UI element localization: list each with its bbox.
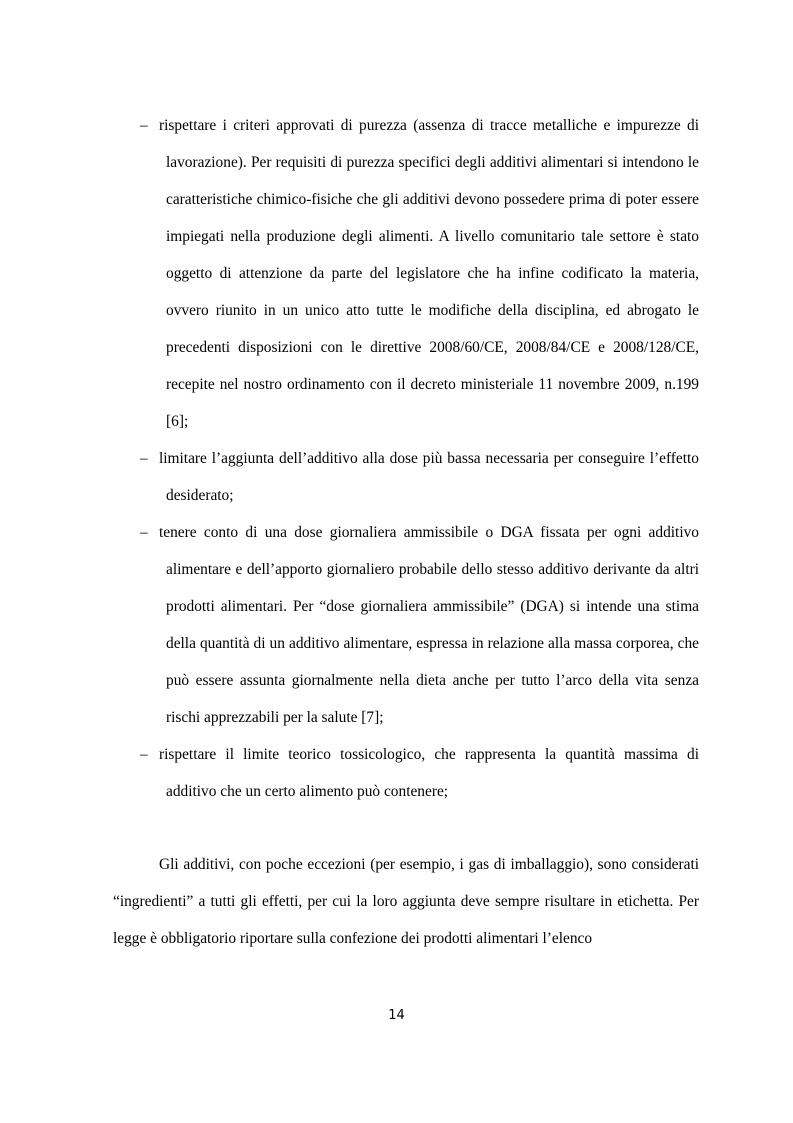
list-item [113, 736, 699, 810]
bullet-dash: – [140, 450, 148, 467]
bullet-dash: – [140, 117, 148, 134]
page-number: 14 [388, 1008, 405, 1023]
bullet-dash: – [140, 524, 148, 541]
list-item-text: rispettare il limite teorico tossicologico, che rappresenta la quantità massima di additivo che un certo alimento può contenere; [159, 746, 699, 800]
list-item [113, 440, 699, 514]
body-text [113, 107, 699, 957]
body-paragraph: Gli additivi, con poche eccezioni (per esempio, i gas di imballaggio), sono considerati “ingredienti” a tutti gli effetti, per cui la loro aggiunta deve sempre risultare in etichetta. Per legge è obbligatorio riportare sulla confezione dei prodotti alimentari l’elenco [113, 856, 699, 947]
bullet-dash: – [140, 746, 148, 763]
list-item-text: rispettare i criteri approvati di purezza (assenza di tracce metalliche e impurezze di lavorazione). Per requisiti di purezza specifici degli additivi alimentari si intendono le caratteristiche chimico-fisiche che gli additivi devono possedere prima di poter essere impiegati nella produzione degli alimenti. A livello comunitario tale settore è stato oggetto di attenzione da parte del legislatore che ha infine codificato la materia, ovvero riunito in un unico atto tutte le modifiche della disciplina, ed abrogato le precedenti disposizioni con le direttive 2008/60/CE, 2008/84/CE e 2008/128/CE, recepite nel nostro ordinamento con il decreto ministeriale 11 novembre 2009, n.199 [6]; [159, 117, 699, 430]
list-item [113, 514, 699, 736]
list-item-text: limitare l’aggiunta dell’additivo alla dose più bassa necessaria per conseguire l’effetto desiderato; [159, 450, 699, 504]
list-item [113, 107, 699, 440]
list-item-text: tenere conto di una dose giornaliera ammissibile o DGA fissata per ogni additivo alimentare e dell’apporto giornaliero probabile dello stesso additivo derivante da altri prodotti alimentari. Per “dose giornaliera ammissibile” (DGA) si intende una stima della quantità di un additivo alimentare, espressa in relazione alla massa corporea, che può essere assunta giornalmente nella dieta anche per tutto l’arco della vita senza rischi apprezzabili per la salute [7]; [159, 524, 699, 726]
